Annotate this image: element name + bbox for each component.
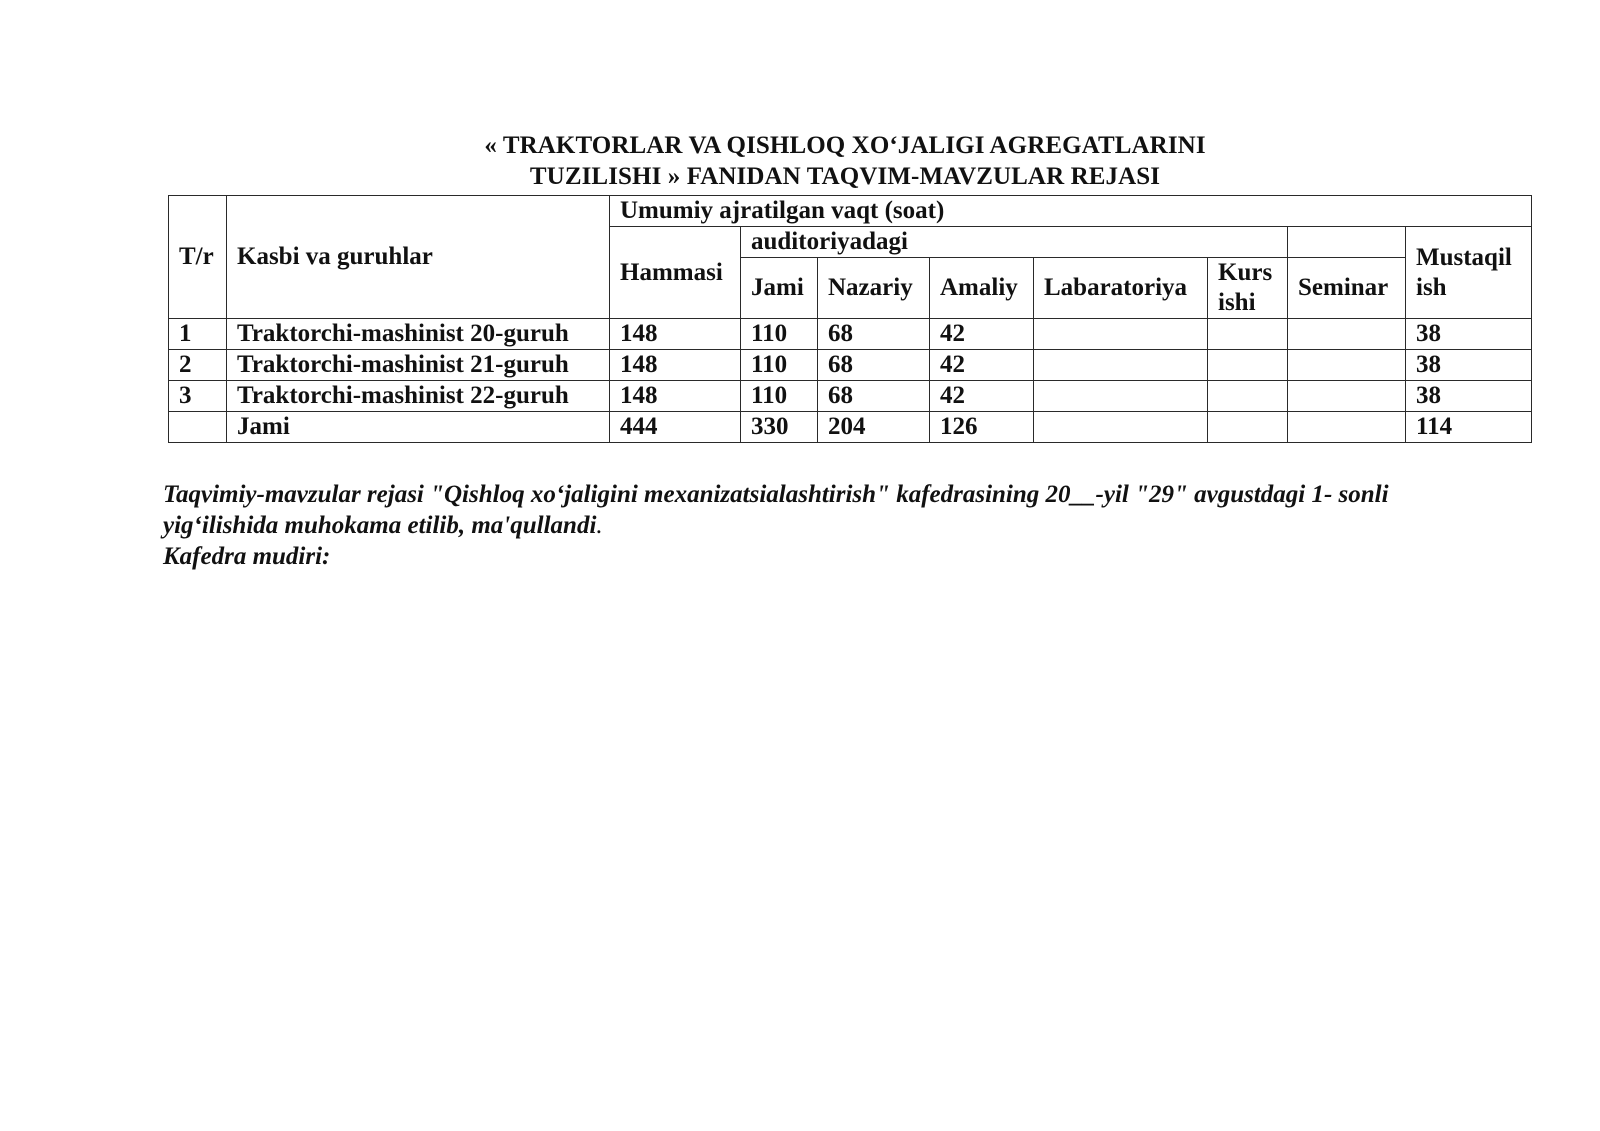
cell-kurs [1208,412,1288,443]
cell-amaliy: 42 [930,319,1034,350]
cell-kurs [1208,350,1288,381]
title-line-2: TUZILISHI » FANIDAN TAQVIM-MAVZULAR REJASI [529,163,1161,190]
note-line-1: Taqvimiy-mavzular rejasi "Qishloq xo‘jaligini mexanizatsialashtirish" kafedrasining 20__-yil "29" avgustdagi 1- sonli [163,481,1389,508]
cell-nazariy: 68 [818,350,930,381]
cell-seminar [1288,412,1406,443]
note-line-2-text: yig‘ilishida muhokama etilib, ma'qullandi [163,512,597,539]
cell-lab [1034,350,1208,381]
table-row [169,319,1532,350]
title-line-1: « TRAKTORLAR VA QISHLOQ XO‘JALIGI AGREGATLARINI [484,132,1206,159]
cell-nazariy: 68 [818,319,930,350]
header-jami: Jami [741,258,818,319]
document-title [0,130,1600,192]
cell-mustaqil: 38 [1406,381,1532,412]
cell-seminar [1288,381,1406,412]
cell-all: 148 [610,319,741,350]
cell-seminar [1288,350,1406,381]
header-amaliy: Amaliy [930,258,1034,319]
cell-mustaqil: 38 [1406,350,1532,381]
cell-mustaqil: 38 [1406,319,1532,350]
header-mustaqil: Mustaqil ish [1406,227,1532,319]
cell-jami: 110 [741,381,818,412]
cell-seminar [1288,319,1406,350]
approval-note [163,479,1503,572]
cell-nazariy: 68 [818,381,930,412]
note-line-2 [163,510,1503,541]
total-row [169,412,1532,443]
header-total-time: Umumiy ajratilgan vaqt (soat) [610,196,1532,227]
cell-lab [1034,381,1208,412]
cell-all: 148 [610,350,741,381]
header-group: Kasbi va guruhlar [227,196,610,319]
cell-num [169,412,227,443]
cell-all: 444 [610,412,741,443]
cell-all: 148 [610,381,741,412]
cell-kurs [1208,319,1288,350]
schedule-table [168,195,1532,443]
cell-mustaqil: 114 [1406,412,1532,443]
header-seminar: Seminar [1288,258,1406,319]
cell-kurs [1208,381,1288,412]
header-nazariy: Nazariy [818,258,930,319]
cell-group: Traktorchi-mashinist 21-guruh [227,350,610,381]
header-empty-cell [1288,227,1406,258]
cell-group: Traktorchi-mashinist 22-guruh [227,381,610,412]
note-line-2-end: . [596,512,603,539]
cell-lab [1034,319,1208,350]
table-row [169,350,1532,381]
head-of-department-label: Kafedra mudiri: [163,543,331,570]
cell-group: Traktorchi-mashinist 20-guruh [227,319,610,350]
cell-jami: 110 [741,319,818,350]
cell-lab [1034,412,1208,443]
table-row [169,381,1532,412]
cell-num: 2 [169,350,227,381]
cell-jami: 330 [741,412,818,443]
header-num: T/r [169,196,227,319]
header-lab: Labaratoriya [1034,258,1208,319]
cell-jami: 110 [741,350,818,381]
header-kurs: Kurs ishi [1208,258,1288,319]
cell-group: Jami [227,412,610,443]
header-row-1 [169,196,1532,227]
cell-amaliy: 42 [930,350,1034,381]
cell-num: 1 [169,319,227,350]
cell-nazariy: 204 [818,412,930,443]
header-all: Hammasi [610,227,741,319]
cell-amaliy: 42 [930,381,1034,412]
header-auditorium: auditoriyadagi [741,227,1288,258]
cell-amaliy: 126 [930,412,1034,443]
cell-num: 3 [169,381,227,412]
